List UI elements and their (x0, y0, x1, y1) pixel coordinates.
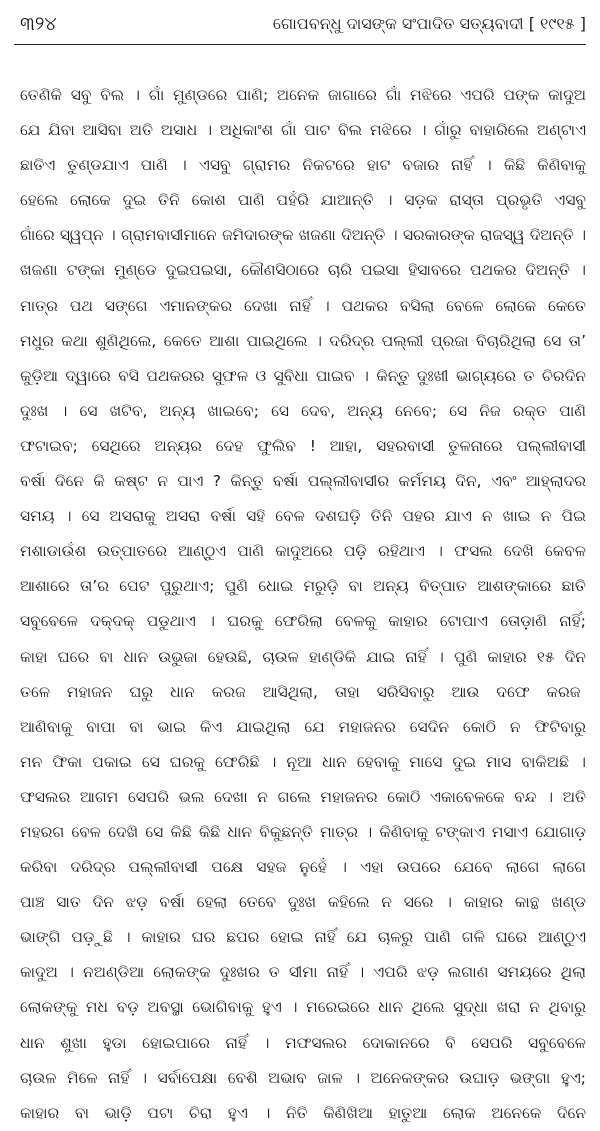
running-title: ଗୋପବନ୍ଧୁ ଦାସଙ୍କ ସଂପାଦିତ ସତ୍ୟବାଦୀ [ ୧୯୧୫ ] (272, 14, 586, 33)
text-line: କୁଡ଼ିଆ ଦ୍ୱାରେ ବସି ପଥକରର ସୁଫଳ ଓ ସୁବିଧା ପାଇବ । କିନ୍ତୁ ଦୁଃଖୀ ଭାଗ୍ୟରେ ତ ଚିରଦିନ (20, 366, 586, 385)
text-line: ଧାନ ଶୁଖା ହୁଡା ହୋଇପାରେ ନାହିଁ । ମଫସଲର ଦୋକାନରେ ବି ସେପରି ସବୁବେଳେ (20, 1033, 586, 1052)
text-line: ମହରଗ ବେଳ ଦେଖି ସେ କିଛି କିଛି ଧାନ ବିକୁଛନ୍ତି ମାତ୍ର । କିଣିବାକୁ ଟଙ୍କାଏ ମସାଏ ଯୋଗାଡ଼ (20, 822, 586, 841)
text-line: ଖଜଣା ଟଙ୍କା ମୁଣ୍ଡେ ଦୁଇପଇସା, କୌଣସିଠାରେ ଚାରି ପଇସା ହିସାବରେ ପଥକର ଦିଅନ୍ତି । (20, 261, 586, 280)
text-line: ଚାଉଳ ମିଳେ ନାହିଁ । ସର୍ବାପେକ୍ଷା ବେଶି ଅଭାବ ଜାଳ । ଅନେକଙ୍କର ଉଘାଡ଼ ଭଙ୍ଗା ହୁଏ; (20, 1068, 586, 1087)
text-line: କାଦୁଅ । ନଅଣ୍ଡିଆ ଲୋକଙ୍କ ଦୁଃଖର ତ ସୀମା ନାହିଁ । ଏପରି ଝଡ଼ ଲଗାଣ ସମୟରେ ଥିଲା (20, 963, 586, 982)
text-line: କାହାର ବା ଭାଡ଼ି ପଟା ଚିରା ହୁଏ । ନିତି କିଣିଖିଆ ହାତୁଆ ଲୋକ ଅନେକେ ଦିନେ (20, 1103, 586, 1122)
text-line: ସବୁବେଳେ ଦକ୍‌ଦକ୍ ପଡୁଥାଏ । ଘରକୁ ଫେରିଲା ବେଳକୁ କାହାର ଟୋପାଏ ତୋଡ଼ାଣି ନାହିଁ; (20, 612, 586, 631)
text-line: ଛାତିଏ ତୁଣ୍ଡଯାଏ ପାଣି । ଏସବୁ ଗ୍ରାମର ନିକଟରେ ହାଟ ବଜାର ନାହିଁ । କିଛି କିଣିବାକୁ (20, 156, 586, 175)
page-number: ୩୨୪ (20, 13, 57, 35)
text-line: ମାତ୍ର ପଥ ସଙ୍ଗେ ଏମାନଙ୍କର ଦେଖା ନାହିଁ । ପଥକର ବସିଲା ବେଳେ ଲୋକେ କେତେ (20, 296, 586, 315)
text-line: ଦୁଃଖ । ସେ ଖଟିବ, ଅନ୍ୟ ଖାଇବେ; ସେ ଦେବ, ଅନ୍ୟ ନେବେ; ସେ ନିଜ ରକ୍ତ ପାଣି (20, 401, 586, 420)
text-line: ପାଞ୍ଚ ସାତ ଦିନ ଝଡ଼ ବର୍ଷା ହେଲା ତେବେ ଦୁଃଖ କହିଲେ ନ ସରେ । କାହାର କାନ୍ଥ ଖଣ୍ଡ (20, 893, 586, 912)
text-line: ଭାଙ୍ଗି ପଡ଼ୁଛି । କାହାର ଘର ଛପର ହୋଇ ନାହିଁ ଯେ ଚାଳରୁ ପାଣି ଗଳି ଘରେ ଆଣ୍ଠୁଏ (20, 928, 586, 947)
text-line: ମନ ଫିକା ପକାଇ ସେ ଘରକୁ ଫେରିଛି । ନୂଆ ଧାନ ହେବାକୁ ମାସେ ଦୁଇ ମାସ ବାକିଅଛି । (20, 752, 586, 771)
text-line: ଯେ ଯିବା ଆସିବା ଅତି ଅସାଧ । ଅଧିକାଂଶ ଗାଁ ପାଟ ବିଲ ମଝିରେ । ଗାଁରୁ ବାହାରିଲେ ଅଣ୍ଟାଏ (20, 121, 586, 140)
text-line: ହେଲେ ଲୋକେ ଦୁଇ ତିନି କୋଶ ପାଣି ପହଁରି ଯାଆନ୍ତି । ସଡ଼କ ରାସ୍ତା ପ୍ରଭୃତି ଏସବୁ (20, 191, 586, 210)
text-line: ତଳେ ମହାଜନ ଘରୁ ଧାନ କରଜ ଆସିଥିଲା, ତାହା ସରିସିବାରୁ ଆଉ ଦଫେ କରଜ (20, 682, 581, 701)
text-line: ମଧୁର କଥା ଶୁଣିଥିଲେ, କେତେ ଆଶା ପାଇଥିଲେ । ଦରିଦ୍ର ପଲ୍ଲୀ ପ୍ରଜା ବିଚାରିଥିଲା ସେ ତା’ (20, 331, 586, 350)
text-line: ଆଶାରେ ତା’ର ପେଟ ପୁରୁଥାଏ; ପୁଣି ଧୋଇ ମରୁଡ଼ି ବା ଅନ୍ୟ ବିତ୍ପାତ ଆଶଙ୍କାରେ ଛାତି (20, 577, 586, 596)
text-line: ସମୟ । ସେ ଅସରାକୁ ଅସରା ବର୍ଷା ସହି ବେଳ ଦଶଘଡ଼ି ତିନି ପହର ଯାଏ ନ ଖାଇ ନ ପିଇ (20, 507, 586, 526)
text-line: ଆଣିବାକୁ ବାପା ବା ଭାଇ କିଏ ଯାଇଥିଲା ଯେ ମହାଜନର ସେଦିନ କୋଠି ନ ଫିଟିବାରୁ (20, 717, 586, 736)
text-line: ତେଣିକି ସବୁ ବିଲ । ଗାଁ ମୁଣ୍ଡରେ ପାଣି; ଅନେକ ଜାଗାରେ ଗାଁ ମଝିରେ ଏପରି ପଙ୍କ କାଦୁଅ (20, 86, 586, 104)
text-line: ଫସଲର ଆଗମ ସେପରି ଭଲ ଦେଖା ନ ଗଲେ ମହାଜନର କୋଠି ଏକାବେଳକେ ବନ୍ଦ । ଅତି (20, 787, 586, 806)
text-line: ଲୋକଙ୍କୁ ମଧ ବଡ଼ ଅବସ୍ଥା ଭୋଗିବାକୁ ହୁଏ । ମରେଇରେ ଧାନ ଥିଲେ ସୁଦ୍ଧା ଖରା ନ ଥିବାରୁ (20, 998, 586, 1017)
header-rule (14, 44, 586, 45)
text-line: କାହା ଘରେ ବା ଧାନ ଉଭୁଜା ହେଉଛି, ଚାଉଳ ହାଣ୍ଡିକି ଯାଇ ନାହିଁ । ପୁଣି କାହାର ୧୫ ଦିନ (20, 647, 586, 666)
text-line: ବର୍ଷା ଦିନେ କି କଷ୍ଟ ନ ପାଏ ? କିନ୍ତୁ ବର୍ଷା ପଲ୍ଲୀବାସୀର କର୍ମମୟ ଦିନ, ଏବଂ ଆହ୍ଲାଦର (20, 472, 586, 491)
page-header (20, 4, 586, 44)
text-line: ଗାଁରେ ସ୍ୱପ୍ନ । ଗ୍ରାମବାସୀମାନେ ଜମିଦାରଙ୍କ ଖଜଣା ଦିଅନ୍ତି । ସରକାରଙ୍କ ରାଜସ୍ୱ ଦିଅନ୍ତି । (20, 226, 586, 245)
text-line: ଫଟାଇବ; ସେଥିରେ ଅନ୍ୟର ଦେହ ଫୁଲିବ ! ଆହା, ସହରବାସୀ ତୁଳନାରେ ପଲ୍ଲୀବାସୀ (20, 436, 586, 455)
body-text (20, 78, 586, 1131)
text-line: ମଶାଡାଉଁଶ ଉତ୍ପାତରେ ଆଣ୍ଠୁଏ ପାଣି କାଦୁଅରେ ପଡ଼ି ରହିଥାଏ । ଫସଲ ଦେଖି କେବଳ (20, 542, 586, 561)
text-line: କରିବା ଦରିଦ୍ର ପଲ୍ଲୀବାସୀ ପକ୍ଷେ ସହଜ ନୁହେଁ । ଏହା ଉପରେ ଯେବେ ଲାଗେ ଲାଗେ (20, 858, 586, 877)
